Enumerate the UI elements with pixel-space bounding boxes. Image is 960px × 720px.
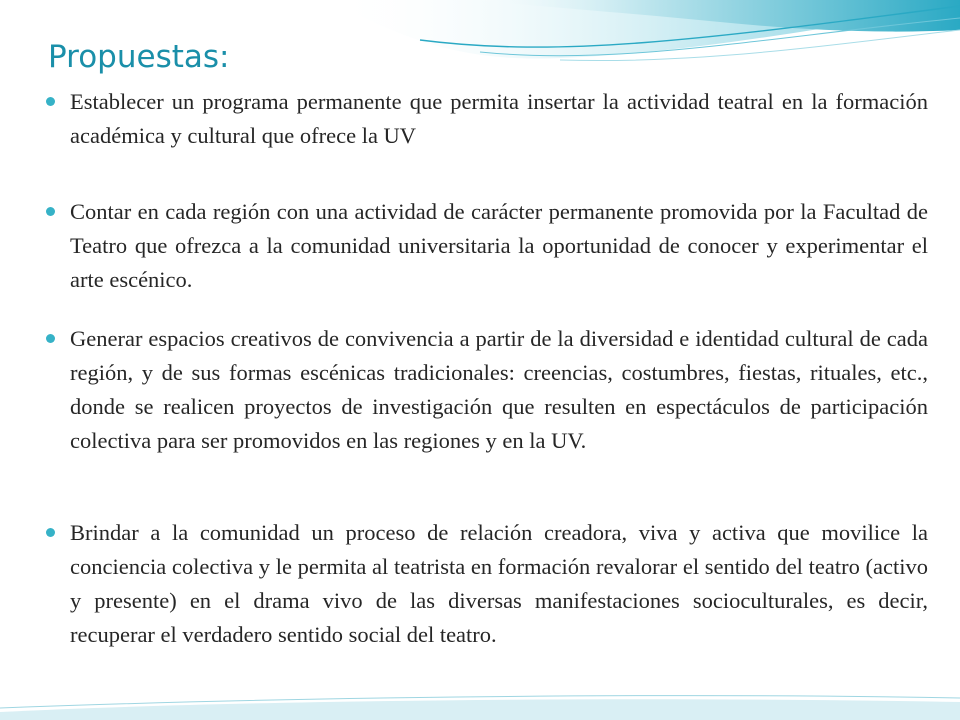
bullet-text: Generar espacios creativos de convivencia a partir de la diversidad e identidad cultural de cada región, y de sus formas escénicas tradicionales: creencias, costumbres, fiestas, rituales, etc., donde se realicen proyectos de investigación que resulten en espectáculos de participación colectiva para ser promovidos en las regiones y en la UV. (70, 326, 928, 453)
bullet-text: Establecer un programa permanente que permita insertar la actividad teatral en la formación académica y cultural que ofrece la UV (70, 89, 928, 148)
bullet-dot-icon (46, 207, 55, 216)
bullet-dot-icon (46, 334, 55, 343)
slide-title: Propuestas: (48, 39, 230, 75)
bullet-text: Brindar a la comunidad un proceso de relación creadora, viva y activa que movilice la conciencia colectiva y le permita al teatrista en formación revalorar el sentido del teatro (activo y presente) en el drama vivo de las diversas manifestaciones socioculturales, es decir, recuperar el verdadero sentido social del teatro. (70, 520, 928, 647)
bullet-dot-icon (46, 528, 55, 537)
bullet-item (70, 516, 928, 652)
bullet-text: Contar en cada región con una actividad de carácter permanente promovida por la Facultad de Teatro que ofrezca a la comunidad universitaria la oportunidad de conocer y experimentar el arte escénico. (70, 199, 928, 292)
bullet-dot-icon (46, 97, 55, 106)
bullet-item (70, 322, 928, 458)
bullet-item (70, 85, 928, 153)
bullet-item (70, 195, 928, 297)
